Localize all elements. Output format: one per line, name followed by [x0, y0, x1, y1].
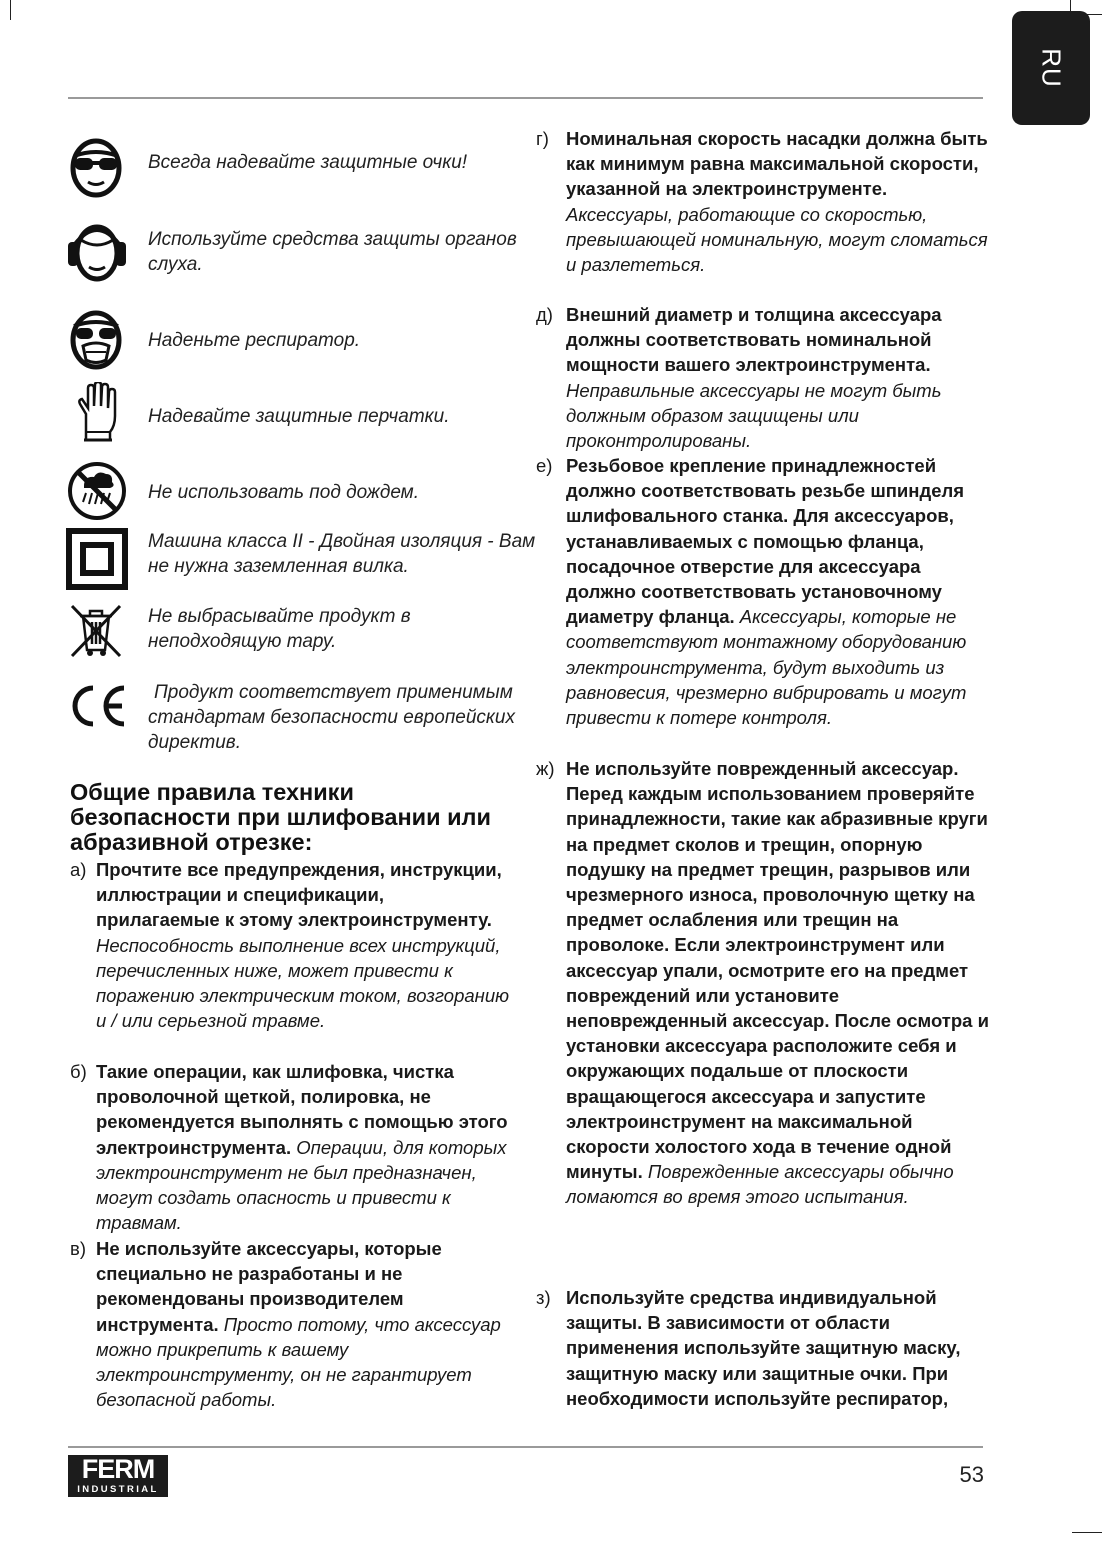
rule-italic-text: Просто потому, что аксессуар можно прикрепить к вашему электроинструменту, он не гарантирует безопасной работы. — [96, 1313, 501, 1411]
header-rule — [68, 97, 983, 99]
rule-body — [96, 857, 510, 1033]
rule-bold-text: Внешний диаметр и толщина аксессуара должны соответствовать номинальной мощности вашего электроинструмента. — [566, 304, 942, 376]
rule-italic-text: Аксессуары, работающие со скоростью, превышающей номинальную, могут сломаться и разлететься. — [566, 203, 988, 276]
crop-mark — [1072, 1532, 1102, 1533]
rule-letter: ж) — [536, 758, 555, 779]
ferm-industrial-logo — [68, 1455, 168, 1497]
rule-letter: д) — [536, 304, 553, 325]
crop-mark — [10, 0, 11, 20]
rule-body — [566, 1285, 991, 1411]
logo-brand: FERM — [81, 1454, 155, 1484]
legend-text: Продукт соответствует применимым стандартам безопасности европейских директив. — [148, 682, 515, 753]
logo-subbrand: INDUSTRIAL — [77, 1484, 159, 1495]
rule-bold-text: Резьбовое крепление принадлежностей должно соответствовать резьбе шпинделя шлифовального станка. Для аксессуаров, устанавливаемых с помощью фланца, посадочное отверстие для аксессуара должно соответствовать установочному диаметру фланца. — [566, 455, 965, 628]
legend-text: Не использовать под дождем. — [148, 482, 419, 503]
rule-body — [566, 302, 991, 453]
rule-letter: е) — [536, 455, 553, 476]
rule-body — [566, 756, 991, 1210]
rule-bold-text: Такие операции, как шлифовка, чистка проволочной щеткой, полировка, не рекомендуется выполнять с помощью этого электроинструмента. — [96, 1061, 508, 1158]
rule-bold-text: Прочтите все предупреждения, инструкции, иллюстрации и спецификации, прилагаемые к этому электроинструменту. — [96, 859, 502, 931]
crossed-bin-icon — [66, 602, 126, 658]
legend-text: Не выбрасывайте продукт в неподходящую тару. — [148, 606, 411, 652]
respirator-icon — [66, 308, 126, 370]
language-tab — [1012, 11, 1090, 125]
rule-letter: в) — [70, 1238, 86, 1259]
rule-body — [566, 126, 991, 277]
footer-rule — [68, 1446, 983, 1448]
rule-body — [96, 1059, 510, 1235]
legend-text: Всегда надевайте защитные очки! — [148, 152, 468, 173]
rule-letter: г) — [536, 128, 549, 149]
rule-italic-text: Аксессуары, которые не соответствуют монтажному оборудованию электроинструмента, будут выходить из равновесия, чрезмерно вибрировать и могут привести к потере контроля. — [566, 606, 967, 729]
rule-body — [566, 453, 991, 730]
legend-text: Надевайте защитные перчатки. — [148, 406, 450, 427]
rule-italic-text: Неправильные аксессуары не могут быть должным образом защищены или проконтролированы. — [566, 379, 942, 452]
rule-bold-text: Используйте средства индивидуальной защиты. В зависимости от области применения используйте защитную маску, защитную маску или защитные очки. При необходимости используйте респиратор, — [566, 1287, 961, 1409]
page-number: 53 — [959, 1462, 984, 1487]
ce-mark-icon — [66, 678, 128, 734]
legend-text: Машина класса II - Двойная изоляция - Вам не нужна заземленная вилка. — [148, 531, 536, 577]
language-tab-label: RU — [1036, 48, 1067, 88]
rule-letter: з) — [536, 1287, 551, 1308]
rule-bold-text: Номинальная скорость насадки должна быть как минимум равна максимальной скорости, указанной на электроинструменте. — [566, 128, 988, 200]
rule-italic-text: Неспособность выполнение всех инструкций, перечисленных ниже, может привести к поражению электрическим током, возгоранию и / или серьезной травме. — [96, 934, 510, 1032]
rule-letter: а) — [70, 859, 87, 880]
ear-protection-icon — [66, 220, 128, 282]
gloves-icon — [66, 382, 126, 444]
safety-goggles-icon — [66, 136, 126, 198]
double-insulation-icon — [66, 528, 128, 590]
legend-text: Наденьте респиратор. — [148, 330, 361, 351]
rule-bold-text: Не используйте аксессуары, которые специально не разработаны и не рекомендованы производителем инструмента. — [96, 1238, 442, 1335]
legend-text: Используйте средства защиты органов слуха. — [148, 229, 517, 275]
rule-italic-text: Операции, для которых электроинструмент не был предназначен, могут создать опасность и привести к травмам. — [96, 1136, 507, 1234]
rule-body — [96, 1236, 510, 1412]
no-rain-icon — [66, 460, 128, 522]
rule-italic-text: Поврежденные аксессуары обычно ломаются во время этого испытания. — [566, 1161, 954, 1208]
section-title: Общие правила техники безопасности при шлифовании или абразивной отрезке: — [70, 779, 491, 855]
rule-letter: б) — [70, 1061, 87, 1082]
rule-bold-text: Не используйте поврежденный аксессуар. Перед каждым использованием проверяйте принадлежности, такие как абразивные круги на предмет сколов и трещин, опорную подушку на предмет трещин, разрывов или чрезмерного износа, проволочную щетку на предмет ослабления или трещин на проволоке. Если электроинструмент или аксессуар упали, осмотрите его на предмет повреждений или установите неповрежденный аксессуар. После осмотра и установки аксессуара расположите себя и окружающих подальше от плоскости вращающегося аксессуара и запустите электроинструмент на максимальной скорости холостого хода в течение одной минуты. — [566, 758, 989, 1183]
